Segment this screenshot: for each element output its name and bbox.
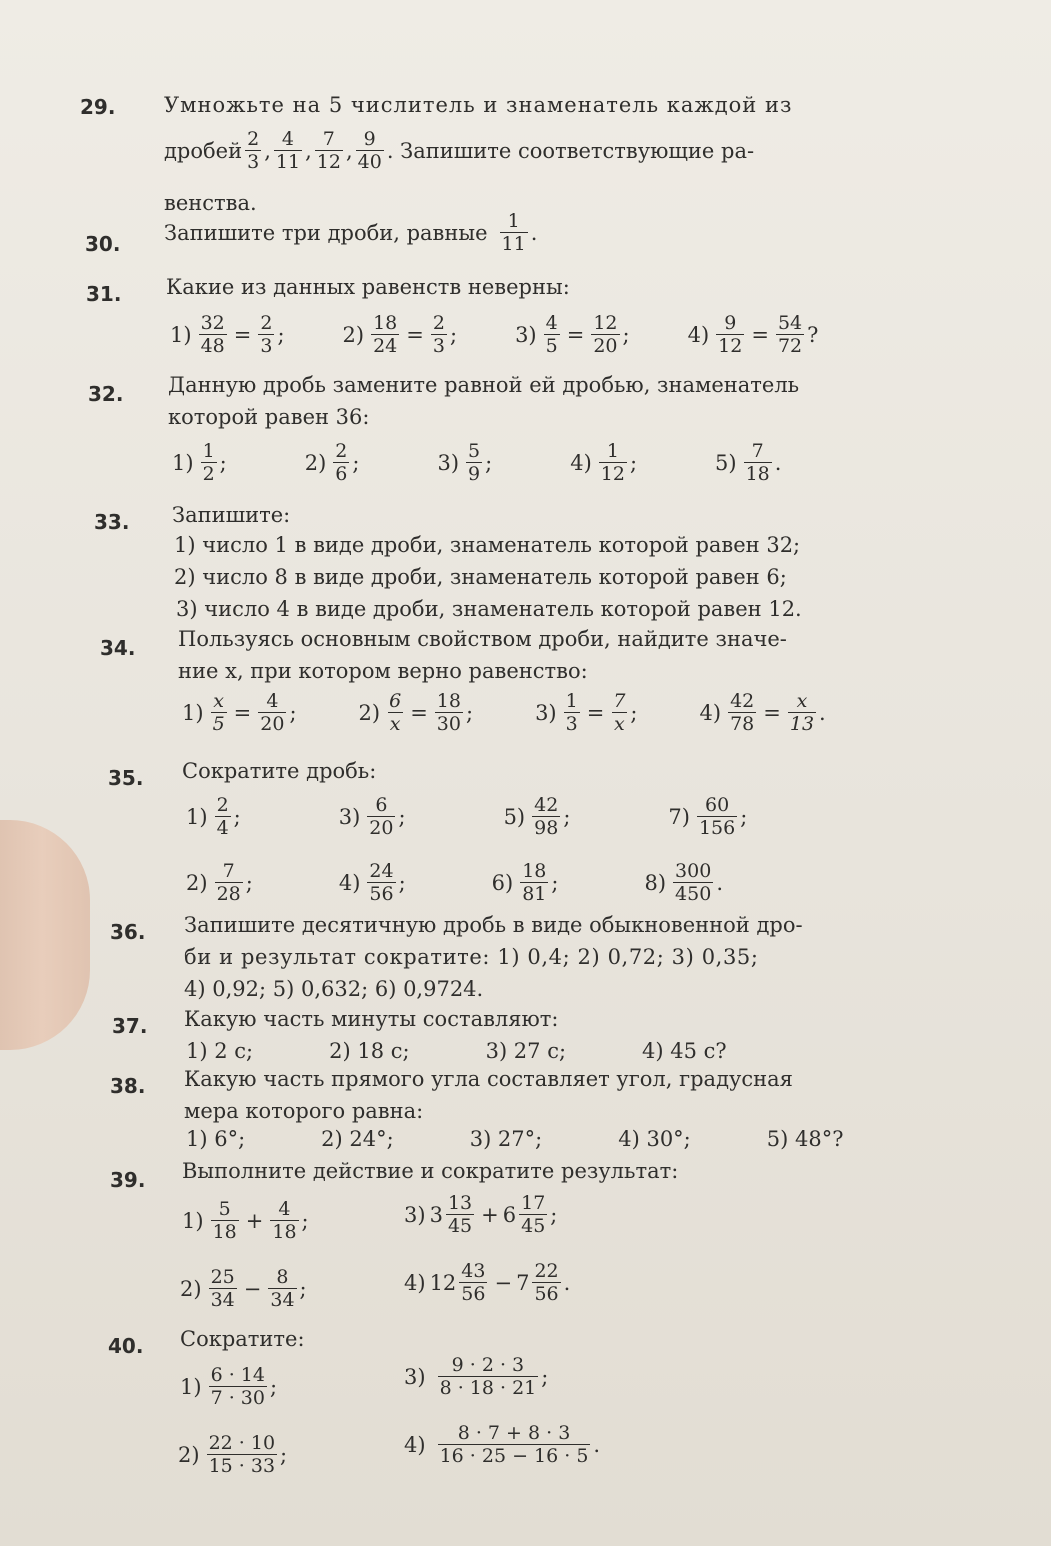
answer-item: 4) 30°; [618,1127,691,1151]
problem-text: Умножьте на 5 числитель и знаменатель каждой из [164,93,793,117]
problem-text: Пользуясь основным свойством дроби, найдите значе- [178,627,787,651]
fraction-item: 7) $\frac{60}{156}$ ; [668,794,748,839]
problem-text: мера которого равна: [184,1099,424,1123]
problem-40-item-4: 4) $\frac{8 \cdot 7 + 8 \cdot 3}{16 \cdot 25 - 16 \cdot 5}$ . [404,1422,601,1467]
fraction-item: 3) $\frac{6}{20}$ ; [338,794,406,839]
problem-38-items [186,1124,843,1154]
fraction-item: 4) $\frac{1}{12}$ ; [570,440,638,485]
problem-39-item-4: 4) 12 $\frac{43}{56}$ − 7 $\frac{22}{56}$ . [404,1260,571,1305]
answer-item: 1) 6°; [186,1127,246,1151]
problem-fractions-line: дробей $\frac{2}{3}$ , $\frac{4}{11}$ , $\frac{7}{12}$ , $\frac{9}{40}$ . Запишите соответствующие ра- [164,128,755,173]
equation-item: 1) $\frac{x}{5}$ = $\frac{4}{20}$ ; [182,690,297,735]
problem-40-item-2: 2) $\frac{22 \cdot 10}{15 \cdot 33}$ ; [178,1432,288,1477]
equation-item: 4) $\frac{9}{12}$ = $\frac{54}{72}$ ? [687,312,819,357]
problem-text: Данную дробь замените равной ей дробью, знаменатель [168,373,800,397]
problem-text: Какую часть прямого угла составляет угол, градусная [184,1067,793,1091]
problem-text: 2) число 8 в виде дроби, знаменатель которой равен 6; [174,565,787,589]
problem-number: 29. [80,95,116,119]
fraction-item: 1) $\frac{1}{2}$ ; [172,440,227,485]
problem-number: 40. [108,1334,144,1358]
fraction-item: 8) $\frac{300}{450}$ . [644,860,723,905]
equation-item: 2) $\frac{6}{x}$ = $\frac{18}{30}$ ; [358,690,474,735]
answer-item: 2) 18 с; [329,1039,410,1063]
fraction: $\frac{4}{11}$ [275,128,301,173]
problem-number: 31. [86,282,122,306]
problem-34-items [182,690,826,735]
problem-number: 34. [100,636,136,660]
fraction-item: 1) $\frac{2}{4}$ ; [186,794,241,839]
fraction-item: 2) $\frac{2}{6}$ ; [304,440,360,485]
problem-text: ние x, при котором верно равенство: [178,659,588,683]
problem-39-item-2: 2) $\frac{25}{34}$ − $\frac{8}{34}$ ; [180,1266,307,1311]
problem-31-items [170,312,818,357]
problem-number: 36. [110,920,146,944]
problem-number: 33. [94,510,130,534]
problem-text: 4) 0,92; 5) 0,632; 6) 0,9724. [184,977,484,1001]
problem-text: Запишите десятичную дробь в виде обыкновенной дро- [184,913,803,937]
answer-item: 4) 45 с? [642,1039,727,1063]
problem-text: Запишите: [172,503,291,527]
problem-number: 30. [85,232,121,256]
thumb-shadow [0,820,90,1050]
problem-text: которой равен 36: [168,405,370,429]
answer-item: 1) 2 с; [186,1039,254,1063]
problem-text: венства. [164,191,257,215]
answer-item: 3) 27°; [469,1127,543,1151]
problem-text: 1) число 1 в виде дроби, знаменатель которой равен 32; [174,533,801,557]
fraction: $\frac{9}{40}$ [357,128,382,173]
problem-39-item-3: 3) 3 $\frac{13}{45}$ + 6 $\frac{17}{45}$ ; [404,1192,558,1237]
problem-text: 3) число 4 в виде дроби, знаменатель которой равен 12. [176,597,802,621]
equation-item: 3) $\frac{1}{3}$ = $\frac{7}{x}$ ; [535,690,638,735]
answer-item: 5) 48°? [766,1127,844,1151]
problem-35-row2 [186,860,723,905]
problem-number: 35. [108,766,144,790]
problem-32-items [172,440,781,485]
problem-text: би и результат сократите: 1) 0,4; 2) 0,72; 3) 0,35; [184,945,759,969]
fraction-item: 6) $\frac{18}{81}$ ; [491,860,559,905]
answer-item: 2) 24°; [321,1127,394,1151]
problem-37-items [186,1036,727,1066]
equation-item: 1) $\frac{32}{48}$ = $\frac{2}{3}$ ; [170,312,285,357]
equation-item: 4) $\frac{42}{78}$ = $\frac{x}{13}$ . [699,690,826,735]
problem-text: Какие из данных равенств неверны: [166,275,570,299]
fraction: $\frac{7}{12}$ [316,128,341,173]
problem-text: дробей [164,138,243,163]
problem-text: Какую часть минуты составляют: [184,1007,559,1031]
problem-35-row1 [186,794,747,839]
fraction-item: 4) $\frac{24}{56}$ ; [338,860,406,905]
problem-text: Выполните действие и сократите результат: [182,1159,679,1183]
problem-text: . Запишите соответствующие ра- [386,138,755,163]
problem-number: 37. [112,1014,148,1038]
equation-item: 2) $\frac{18}{24}$ = $\frac{2}{3}$ ; [342,312,458,357]
problem-39-item-1: 1) $\frac{5}{18}$ + $\frac{4}{18}$ ; [182,1198,309,1243]
problem-30: Запишите три дроби, равные $\frac{1}{11}$ . [164,210,538,255]
fraction-item: 5) $\frac{7}{18}$ . [715,440,782,485]
problem-number: 32. [88,382,124,406]
answer-item: 3) 27 с; [485,1039,567,1063]
fraction-item: 2) $\frac{7}{28}$ ; [186,860,253,905]
fraction-item: 5) $\frac{42}{98}$ ; [503,794,571,839]
problem-text: Запишите три дроби, равные [164,220,488,245]
problem-text: Сократите: [180,1327,305,1351]
equation-item: 3) $\frac{4}{5}$ = $\frac{12}{20}$ ; [515,312,630,357]
problem-number: 38. [110,1074,146,1098]
problem-40-item-1: 1) $\frac{6 \cdot 14}{7 \cdot 30}$ ; [180,1364,278,1409]
problem-number: 39. [110,1168,146,1192]
problem-text: Сократите дробь: [182,759,377,783]
problem-40-item-3: 3) $\frac{9 \cdot 2 \cdot 3}{8 \cdot 18 \cdot 21}$ ; [404,1354,549,1399]
fraction: $\frac{2}{3}$ [247,128,260,173]
fraction: $\frac{1}{11}$ [501,210,526,255]
fraction-item: 3) $\frac{5}{9}$ ; [437,440,493,485]
